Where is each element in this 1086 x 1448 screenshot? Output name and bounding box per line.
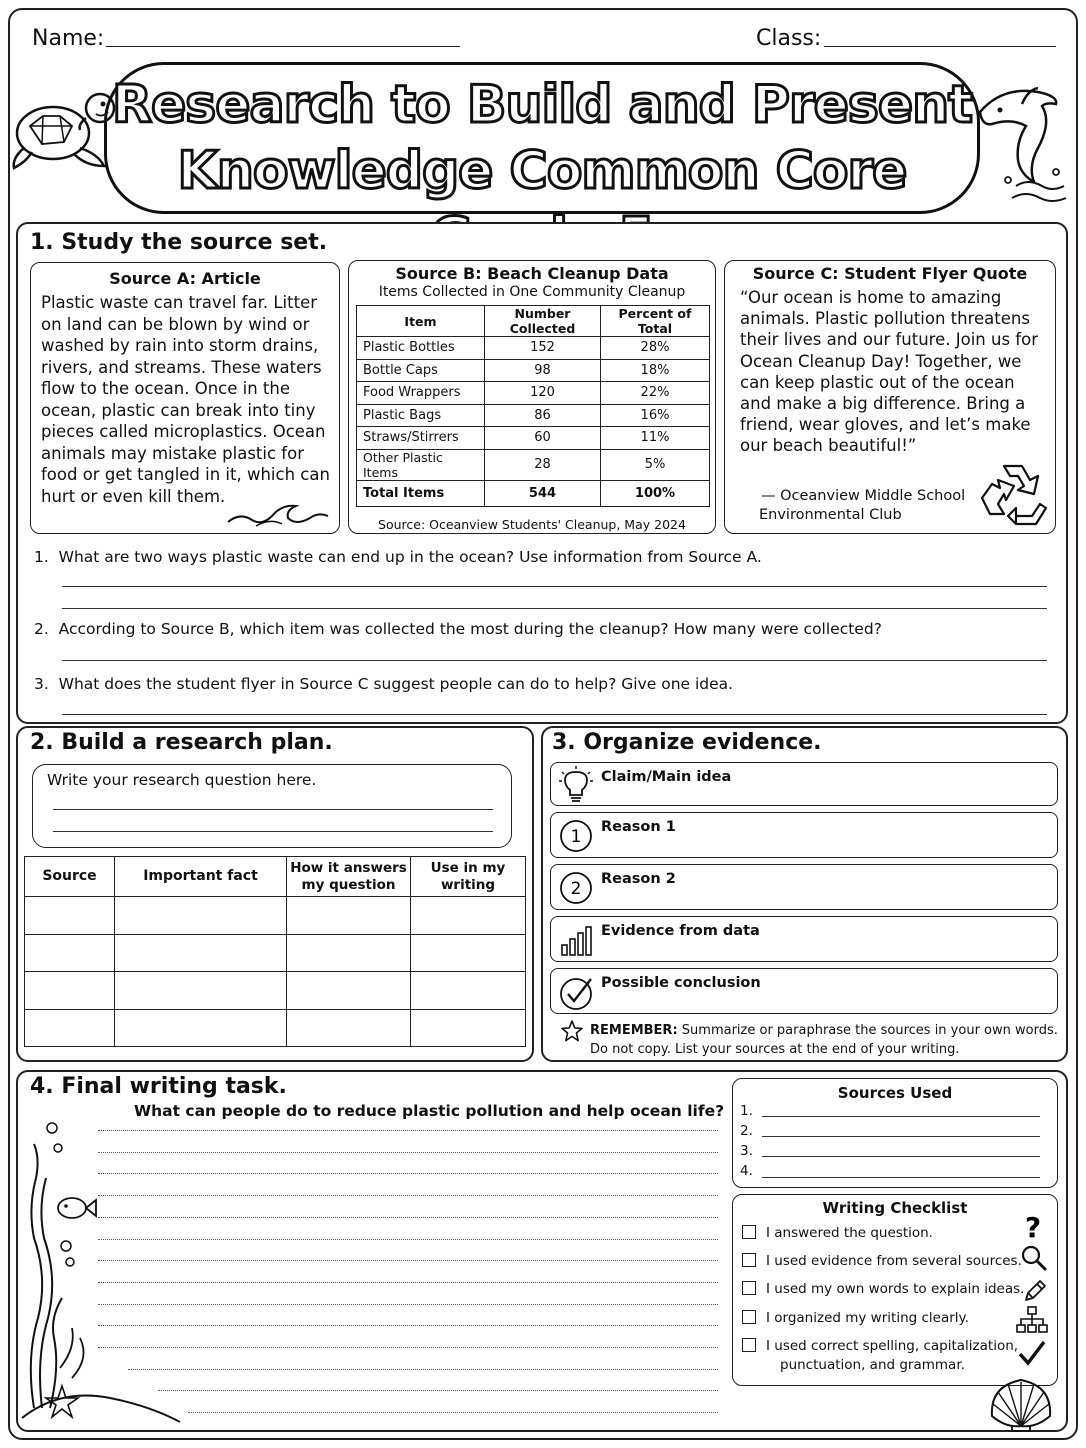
writing-line[interactable]	[98, 1217, 718, 1218]
source-line-2[interactable]	[762, 1136, 1040, 1137]
source-a-box	[30, 262, 340, 534]
checkbox[interactable]	[742, 1310, 756, 1324]
evidence-claim-box[interactable]	[550, 762, 1058, 806]
source-num-2: 2.	[740, 1123, 753, 1139]
seashell-icon	[986, 1376, 1056, 1432]
table-row: Plastic Bags 86 16%	[357, 404, 710, 427]
source-b-subtitle: Items Collected in One Community Cleanup	[378, 284, 686, 300]
source-num-1: 1.	[740, 1103, 753, 1119]
evidence-data-label: Evidence from data	[601, 923, 760, 939]
source-line-4[interactable]	[762, 1177, 1040, 1178]
lightbulb-icon	[559, 766, 593, 804]
magnifier-icon	[1020, 1244, 1048, 1272]
checklist-item-1[interactable]: I answered the question.	[742, 1225, 933, 1241]
source-b-note: Source: Oceanview Students' Cleanup, May 2024	[378, 516, 686, 532]
evidence-claim-label: Claim/Main idea	[601, 769, 732, 785]
question-2: 2. According to Source B, which item was collected the most during the cleanup? How many were collected?	[34, 620, 882, 638]
question-1: 1. What are two ways plastic waste can end up in the ocean? Use information from Source A.	[34, 548, 762, 566]
writing-line[interactable]	[98, 1173, 718, 1174]
source-c-attribution-1: — Oceanview Middle School	[761, 488, 966, 504]
table-row: Food Wrappers 120 22%	[357, 382, 710, 405]
answer-line-1b[interactable]	[62, 608, 1047, 609]
source-b-box	[348, 260, 716, 534]
checkbox[interactable]	[742, 1225, 756, 1239]
recycle-icon	[976, 458, 1050, 530]
checklist-item-4[interactable]: I organized my writing clearly.	[742, 1310, 969, 1326]
checklist-item-5-cont: punctuation, and grammar.	[780, 1357, 965, 1373]
writing-prompt: What can people do to reduce plastic pollution and help ocean life?	[134, 1102, 725, 1120]
checklist-item-3[interactable]: I used my own words to explain ideas.	[742, 1281, 1024, 1297]
checklist-item-5[interactable]: I used correct spelling, capitalization,	[742, 1338, 1018, 1354]
writing-line[interactable]	[98, 1152, 718, 1153]
evidence-reason2-label: Reason 2	[601, 871, 676, 887]
table-row	[25, 934, 526, 972]
table-row: Bottle Caps 98 18%	[357, 359, 710, 382]
checkmark-circle-icon	[559, 975, 595, 1011]
evidence-data-box[interactable]	[550, 916, 1058, 962]
page-title: Research to Build and Present Knowledge Common Core	[111, 75, 973, 201]
col-header-important-fact: Important fact	[115, 857, 287, 897]
svg-text:1: 1	[570, 827, 582, 847]
section1-title: 1. Study the source set.	[30, 230, 328, 255]
table-row: Plastic Bottles 152 28%	[357, 337, 710, 360]
evidence-reason2-box[interactable]	[550, 864, 1058, 910]
research-question-prompt: Write your research question here.	[47, 771, 317, 789]
col-header-how-it-answers: How it answers my question	[287, 857, 411, 897]
class-label: Class:	[756, 26, 822, 51]
table-row	[25, 897, 526, 935]
bar-chart-icon	[559, 925, 593, 957]
svg-text:2: 2	[570, 879, 582, 899]
question-3: 3. What does the student flyer in Source C suggest people can do to help? Give one idea.	[34, 675, 734, 693]
svg-text:?: ?	[1024, 1212, 1042, 1242]
section4-title: 4. Final writing task.	[30, 1074, 287, 1099]
research-plan-table	[24, 856, 526, 1047]
answer-line-1a[interactable]	[62, 586, 1047, 587]
writing-line[interactable]	[98, 1347, 718, 1348]
sources-used-box	[732, 1078, 1058, 1188]
research-question-box[interactable]	[32, 764, 512, 848]
sea-turtle-icon	[8, 78, 118, 178]
wave-icon	[226, 496, 330, 528]
table-row	[25, 1009, 526, 1047]
org-chart-icon	[1016, 1306, 1048, 1334]
research-question-line-2[interactable]	[53, 831, 493, 832]
section2-title: 2. Build a research plan.	[30, 730, 333, 755]
writing-line[interactable]	[98, 1260, 718, 1261]
name-field[interactable]	[106, 46, 460, 47]
writing-line[interactable]	[98, 1239, 718, 1240]
table-row	[25, 972, 526, 1010]
evidence-conclusion-label: Possible conclusion	[601, 975, 761, 991]
writing-line[interactable]	[158, 1390, 718, 1391]
section3-title: 3. Organize evidence.	[552, 730, 822, 755]
col-header-use-in-writing: Use in my writing	[411, 857, 526, 897]
sources-used-title: Sources Used	[837, 1084, 953, 1102]
evidence-reason1-label: Reason 1	[601, 819, 676, 835]
checkbox[interactable]	[742, 1253, 756, 1267]
cleanup-data-table	[356, 305, 710, 507]
table-row: Straws/Stirrers 60 11%	[357, 427, 710, 450]
table-row: Other Plastic Items 28 5%	[357, 449, 710, 480]
source-a-text: Plastic waste can travel far. Litter on land can be blown by wind or washed by rain into storm drains, rivers, and streams. These waters flow to the ocean. Once in the ocean, plastic can break into tiny pieces called microplastics. Ocean animals may mistake plastic for food or get tangled in it, which can hurt or even kill them.	[41, 293, 330, 506]
writing-line[interactable]	[98, 1325, 718, 1326]
writing-line[interactable]	[98, 1195, 718, 1196]
research-question-line-1[interactable]	[53, 809, 493, 810]
checkmark-icon	[1018, 1340, 1046, 1366]
source-a-title: Source A: Article	[109, 269, 261, 288]
class-field[interactable]	[824, 46, 1056, 47]
source-c-title: Source C: Student Flyer Quote	[752, 264, 1028, 283]
number-1-icon	[559, 819, 593, 853]
evidence-reason1-box[interactable]	[550, 812, 1058, 858]
col-header-percent: Percent of Total	[601, 306, 710, 337]
source-b-title: Source B: Beach Cleanup Data	[395, 264, 669, 283]
writing-checklist-title: Writing Checklist	[822, 1199, 968, 1217]
dolphin-icon	[972, 82, 1072, 212]
col-header-item: Item	[357, 306, 485, 337]
pencil-icon	[1022, 1278, 1048, 1304]
remember-note-2: Do not copy. List your sources at the end of your writing.	[590, 1042, 960, 1057]
seaweed-fish-icon	[20, 1118, 190, 1424]
checklist-item-2[interactable]: I used evidence from several sources.	[742, 1253, 1022, 1269]
writing-line[interactable]	[188, 1412, 718, 1413]
col-header-number: Number Collected	[485, 306, 601, 337]
remember-note-1: REMEMBER: Summarize or paraphrase the sources in your own words.	[590, 1023, 1058, 1038]
source-num-3: 3.	[740, 1143, 753, 1159]
name-label: Name:	[32, 26, 105, 51]
question-mark-icon	[1018, 1212, 1048, 1242]
answer-line-2[interactable]	[62, 660, 1047, 661]
answer-line-3[interactable]	[62, 714, 1047, 715]
writing-line[interactable]	[98, 1304, 718, 1305]
source-c-attribution-2: Environmental Club	[759, 507, 902, 523]
writing-line[interactable]	[98, 1282, 718, 1283]
source-c-quote: “Our ocean is home to amazing animals. Plastic pollution threatens their lives and our future. Join us for Ocean Cleanup Day! Together, we can keep plastic out of the ocean and make a big difference. Bring a friend, wear gloves, and let’s make our beach beautiful!”	[740, 288, 1038, 456]
writing-line[interactable]	[128, 1369, 718, 1370]
col-header-source: Source	[25, 857, 115, 897]
checkbox[interactable]	[742, 1338, 756, 1352]
source-num-4: 4.	[740, 1163, 753, 1179]
number-2-icon	[559, 871, 593, 905]
checkbox[interactable]	[742, 1281, 756, 1295]
source-line-3[interactable]	[762, 1156, 1040, 1157]
source-line-1[interactable]	[762, 1116, 1040, 1117]
evidence-conclusion-box[interactable]	[550, 968, 1058, 1014]
table-total-row: Total Items 544 100%	[357, 480, 710, 506]
star-icon	[561, 1020, 583, 1042]
writing-line[interactable]	[98, 1130, 718, 1131]
